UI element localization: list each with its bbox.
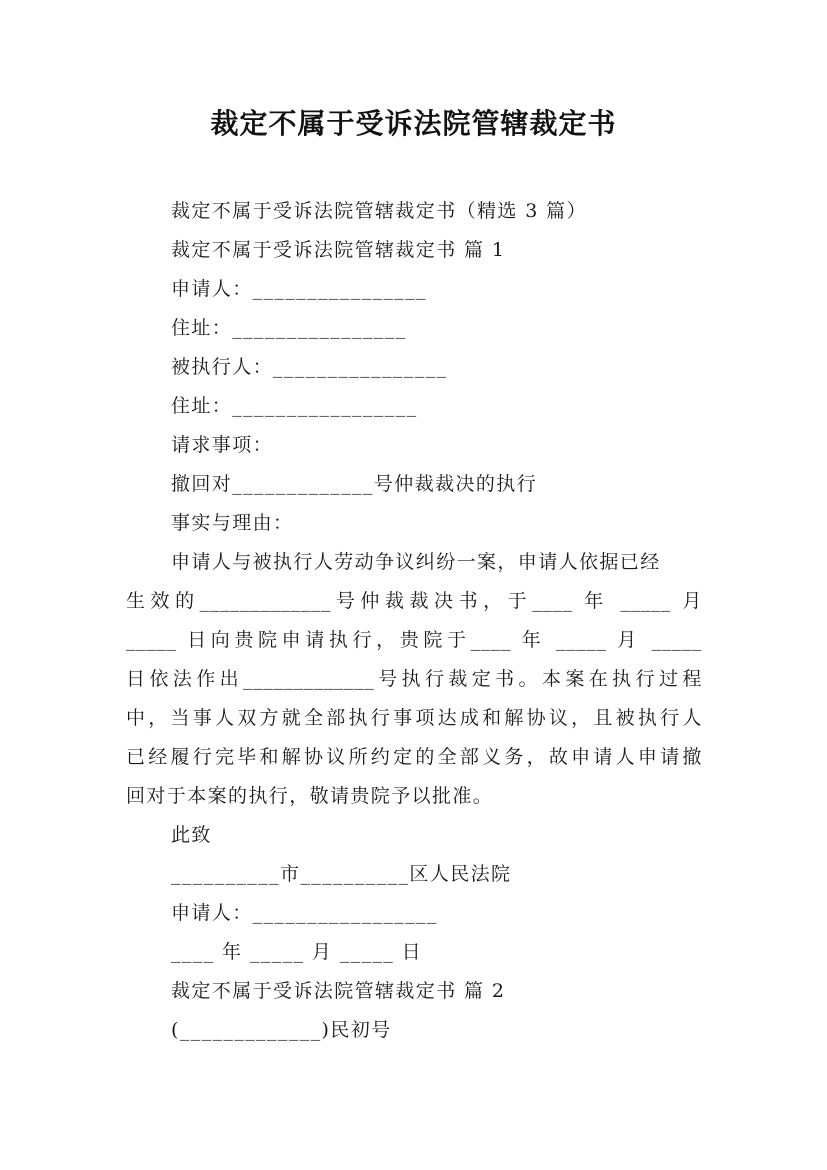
facts-paragraph-line: 生效的_____________号仲裁裁决书，于____ 年 _____ 月 (126, 590, 702, 612)
facts-heading: 事实与理由： (171, 512, 294, 534)
section-heading-2: 裁定不属于受诉法院管辖裁定书 篇 2 (171, 980, 506, 1002)
facts-paragraph-line: _____ 日向贵院申请执行，贵院于____ 年 _____ 月 _____ (126, 629, 702, 651)
document-title: 裁定不属于受诉法院管辖裁定书 (210, 107, 617, 140)
case-number-line: (_____________)民初号 (171, 1019, 392, 1041)
court-addressee: __________市__________区人民法院 (171, 863, 512, 885)
respondent-address-line: 住址：_________________ (171, 395, 418, 417)
subtitle-line: 裁定不属于受诉法院管辖裁定书（精选 3 篇） (171, 200, 587, 222)
facts-paragraph-line: 已经履行完毕和解协议所约定的全部义务，故申请人申请撤 (126, 746, 702, 768)
request-content: 撤回对_____________号仲裁裁决的执行 (171, 473, 538, 495)
section-heading-1: 裁定不属于受诉法院管辖裁定书 篇 1 (171, 239, 506, 261)
facts-paragraph-line: 中，当事人双方就全部执行事项达成和解协议，且被执行人 (126, 707, 702, 729)
signature-date: ____ 年 _____ 月 _____ 日 (171, 941, 422, 963)
applicant-line: 申请人：________________ (171, 278, 428, 300)
facts-paragraph-line: 回对于本案的执行，敬请贵院予以批准。 (126, 785, 494, 807)
salutation: 此致 (171, 824, 212, 846)
request-heading: 请求事项： (171, 434, 274, 456)
signature-applicant: 申请人：_________________ (171, 902, 438, 924)
respondent-line: 被执行人：________________ (171, 356, 448, 378)
facts-paragraph-line: 日依法作出_____________号执行裁定书。本案在执行过程 (126, 668, 702, 690)
facts-paragraph-line: 申请人与被执行人劳动争议纠纷一案，申请人依据已经 (171, 551, 661, 573)
applicant-address-line: 住址：________________ (171, 317, 407, 339)
